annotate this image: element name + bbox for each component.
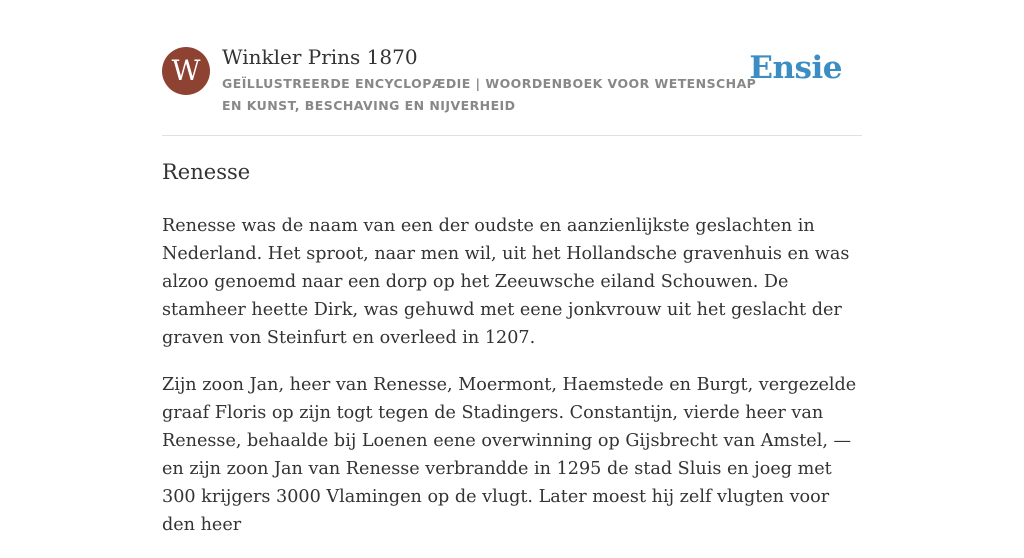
brand-logo[interactable]: Ensie: [749, 50, 842, 86]
page-container: [162, 0, 862, 535]
article-title: Renesse: [162, 160, 251, 184]
paragraph: Renesse was de naam van een der oudste en aanzienlijkste geslachten in Nederland. Het sproot, naar men wil, uit het Hollandsche gravenhuis en was alzoo genoemd naar een dorp op het Zeeuwsche eiland Schouwen. De stamheer heette Dirk, was gehuwd met eene jonkvrouw uit het geslacht der graven von Steinfurt en overleed in 1207.: [162, 216, 850, 348]
paragraph: Zijn zoon Jan, heer van Renesse, Moermont, Haemstede en Burgt, vergezelde graaf Floris op zijn togt tegen de Stadingers. Constantijn, vierde heer van Renesse, behaalde bij Loenen eene overwinning op Gijsbrecht van Amstel, — en zijn zoon Jan van Renesse verbrandde in 1295 de stad Sluis en joeg met 300 krijgers 3000 Vlamingen op de vlugt. Later moest hij zelf vlugten voor den heer: [162, 375, 857, 535]
article-body: [162, 212, 862, 558]
work-title[interactable]: Winkler Prins 1870: [222, 45, 418, 69]
header: [162, 0, 862, 136]
avatar[interactable]: W: [162, 47, 210, 95]
work-subtitle: GEÏLLUSTREERDE ENCYCLOPÆDIE | WOORDENBOEK VOOR WETENSCHAP EN KUNST, BESCHAVING EN NIJVERHEID: [222, 76, 757, 113]
